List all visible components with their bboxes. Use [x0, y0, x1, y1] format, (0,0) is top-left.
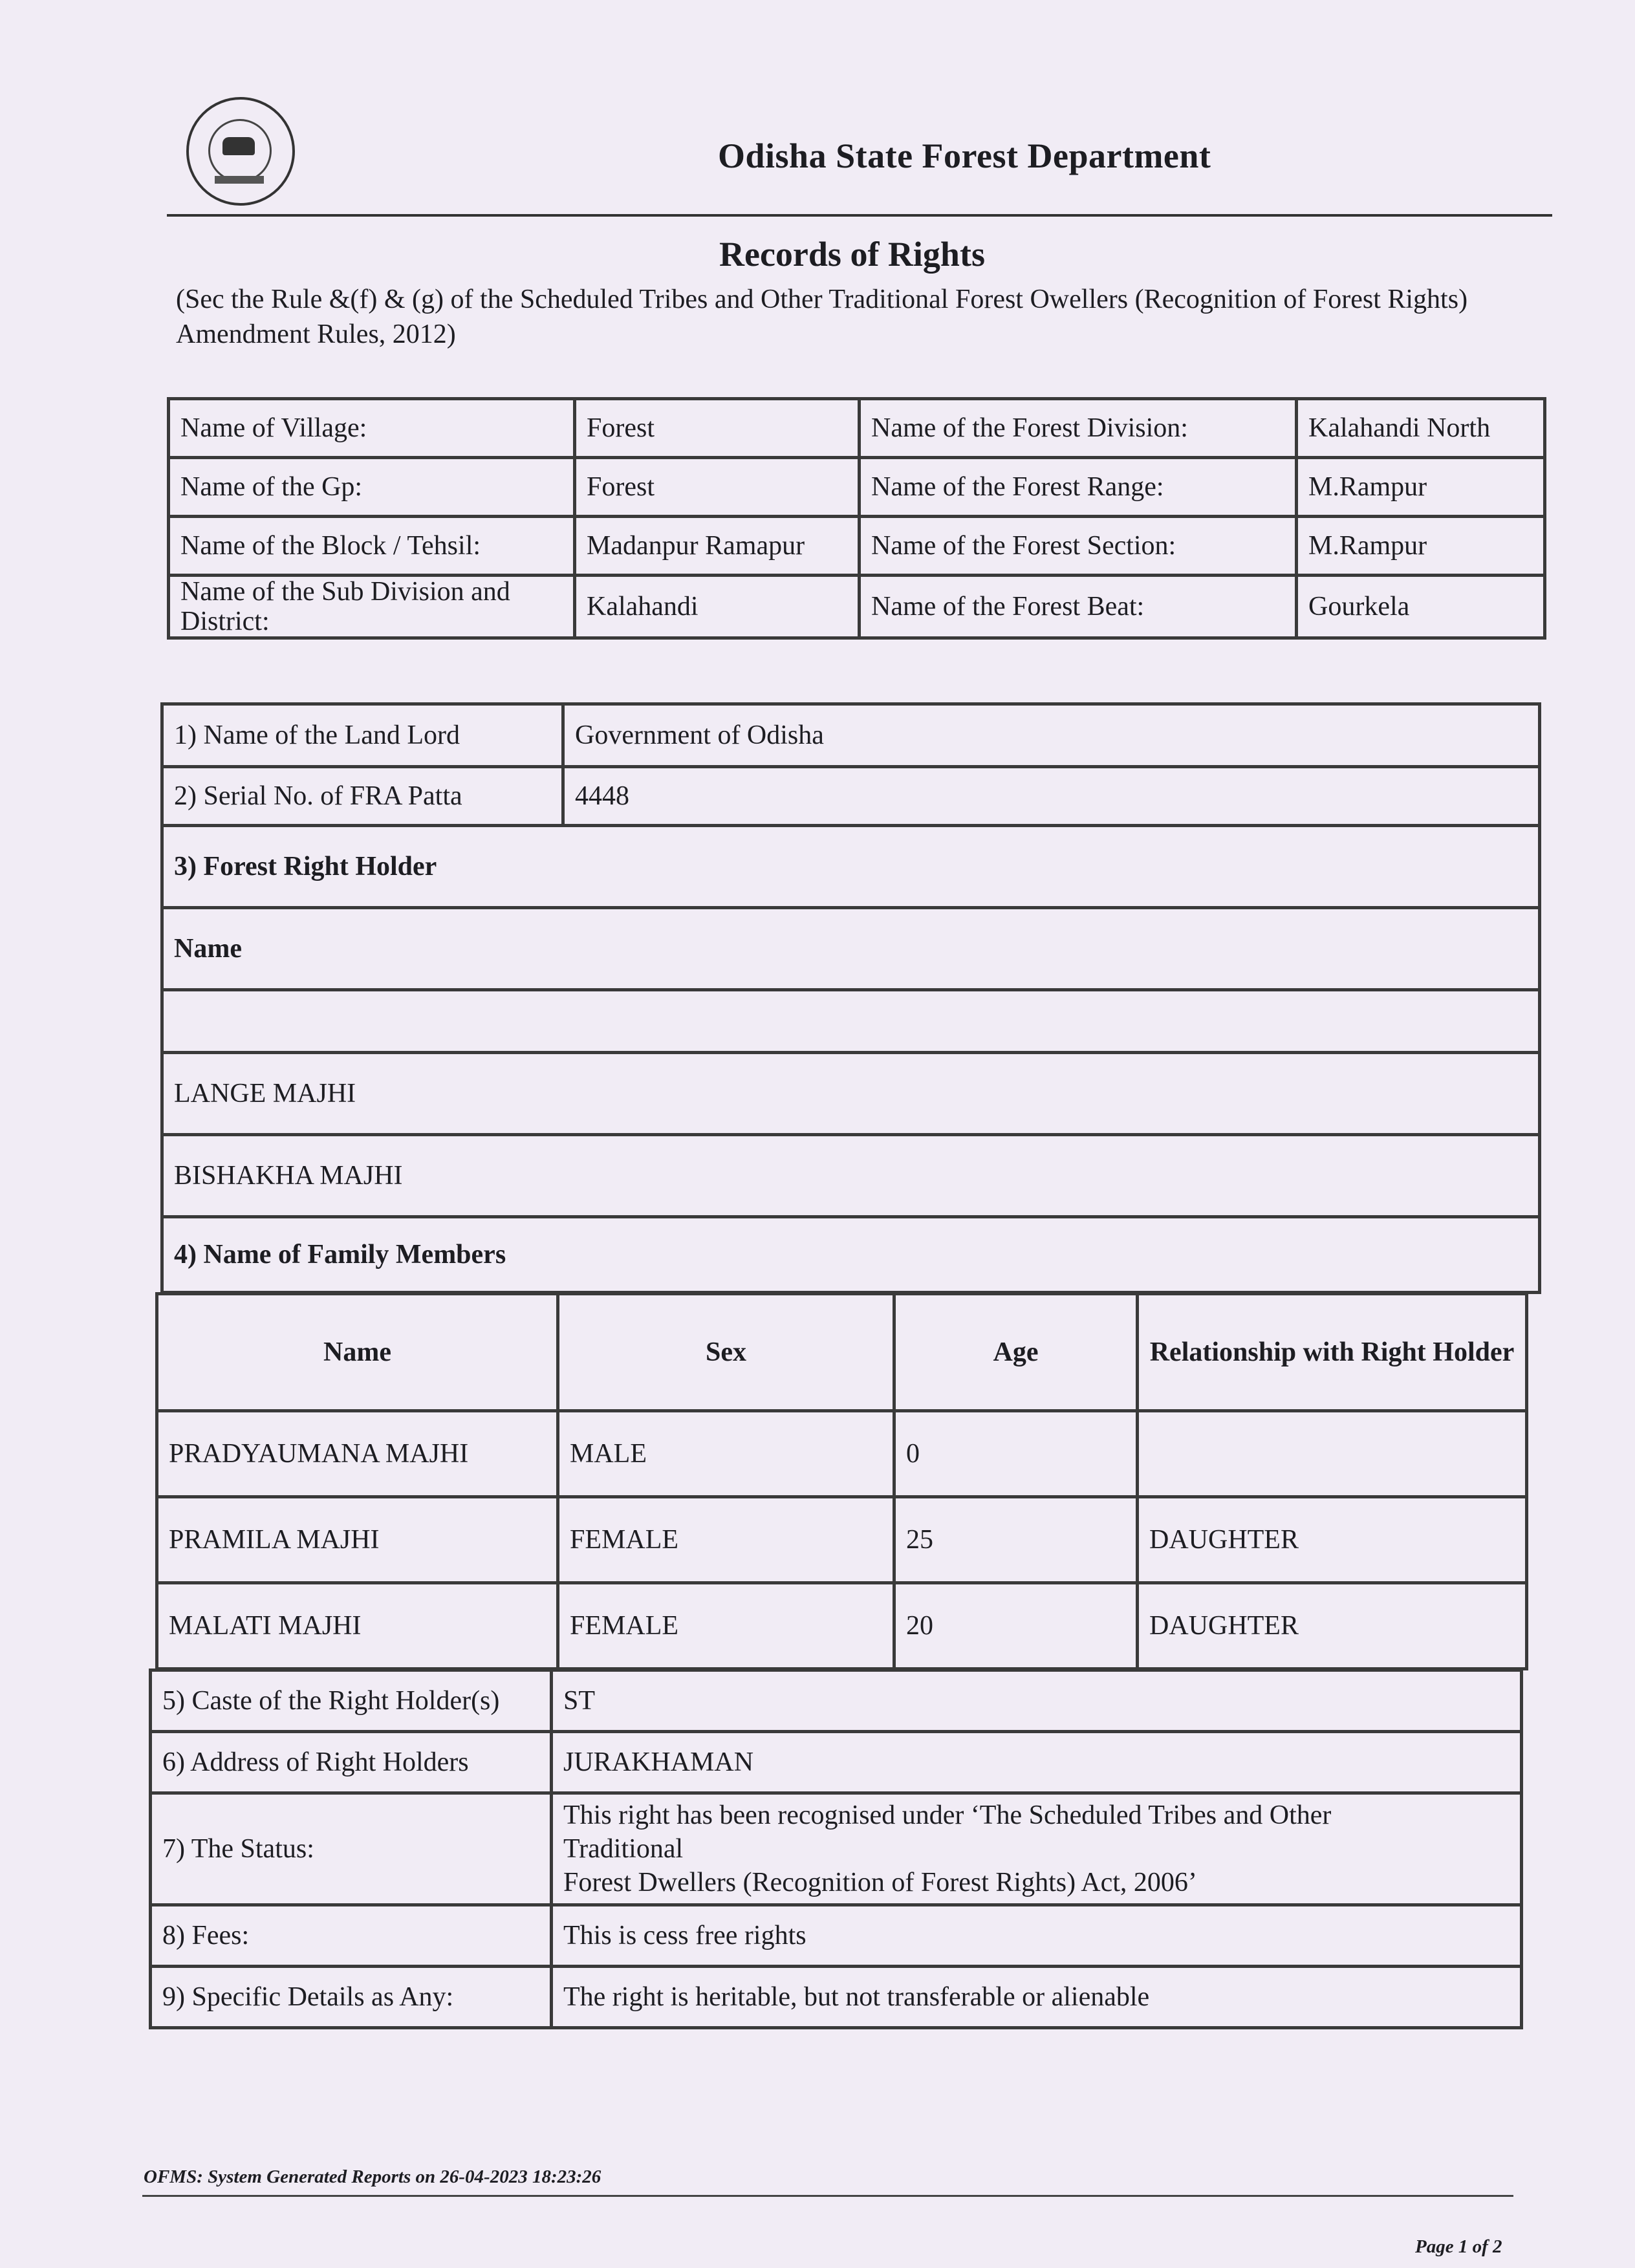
member-name: PRAMILA MAJHI — [157, 1497, 558, 1583]
table-row — [157, 1497, 1527, 1583]
rights-details-table — [149, 1669, 1523, 2029]
member-sex: FEMALE — [558, 1497, 894, 1583]
header-divider — [167, 214, 1552, 217]
table-row — [162, 1053, 1540, 1135]
col-name-header: Name — [157, 1294, 558, 1411]
family-heading: 4) Name of Family Members — [162, 1217, 1540, 1293]
division-label: Name of the Forest Division: — [860, 399, 1297, 458]
gp-value: Forest — [575, 458, 860, 517]
member-name: MALATI MAJHI — [157, 1583, 558, 1669]
member-name: PRADYAUMANA MAJHI — [157, 1411, 558, 1497]
status-value — [552, 1793, 1522, 1905]
beat-value: Gourkela — [1297, 576, 1545, 638]
name-heading: Name — [162, 908, 1540, 990]
village-label: Name of Village: — [169, 399, 575, 458]
fees-value: This is cess free rights — [552, 1905, 1522, 1967]
odisha-emblem-icon — [186, 97, 295, 206]
status-line: Traditional — [563, 1834, 684, 1864]
division-value: Kalahandi North — [1297, 399, 1545, 458]
status-label: 7) The Status: — [151, 1793, 552, 1905]
serial-value: 4448 — [563, 767, 1540, 826]
table-row — [162, 1217, 1540, 1293]
table-row — [169, 399, 1545, 458]
status-line: Forest Dwellers (Recognition of Forest Rights) Act, 2006’ — [563, 1868, 1197, 1897]
table-row — [162, 1135, 1540, 1217]
table-row — [162, 826, 1540, 908]
table-row — [162, 704, 1540, 767]
member-age: 0 — [894, 1411, 1138, 1497]
holder-name: LANGE MAJHI — [162, 1053, 1540, 1135]
table-row — [162, 767, 1540, 826]
caste-label: 5) Caste of the Right Holder(s) — [151, 1670, 552, 1732]
table-row — [169, 576, 1545, 638]
village-value: Forest — [575, 399, 860, 458]
empty-row — [162, 990, 1540, 1053]
fees-label: 8) Fees: — [151, 1905, 552, 1967]
table-row — [151, 1793, 1522, 1905]
beat-label: Name of the Forest Beat: — [860, 576, 1297, 638]
page-number: Page 1 of 2 — [1415, 2236, 1502, 2257]
range-label: Name of the Forest Range: — [860, 458, 1297, 517]
subdiv-label: Name of the Sub Division and District: — [169, 576, 575, 638]
range-value: M.Rampur — [1297, 458, 1545, 517]
document-subtitle: (Sec the Rule &(f) & (g) of the Scheduled Tribes and Other Traditional Forest Owellers (Recognition of Forest Rights) Amendment Rules, 2012) — [176, 285, 1468, 349]
subdiv-value: Kalahandi — [575, 576, 860, 638]
specific-label: 9) Specific Details as Any: — [151, 1967, 552, 2028]
table-header-row — [157, 1294, 1527, 1411]
member-relationship: DAUGHTER — [1138, 1497, 1527, 1583]
specific-value: The right is heritable, but not transferable or alienable — [552, 1967, 1522, 2028]
table-row — [151, 1905, 1522, 1967]
section-label: Name of the Forest Section: — [860, 517, 1297, 576]
block-value: Madanpur Ramapur — [575, 517, 860, 576]
table-row — [151, 1670, 1522, 1732]
member-sex: MALE — [558, 1411, 894, 1497]
address-label: 6) Address of Right Holders — [151, 1732, 552, 1793]
address-value: JURAKHAMAN — [552, 1732, 1522, 1793]
department-title: Odisha State Forest Department — [718, 136, 1211, 175]
table-row — [162, 990, 1540, 1053]
col-relationship-header: Relationship with Right Holder — [1138, 1294, 1527, 1411]
table-row — [157, 1411, 1527, 1497]
holder-name: BISHAKHA MAJHI — [162, 1135, 1540, 1217]
member-relationship: DAUGHTER — [1138, 1583, 1527, 1669]
section-value: M.Rampur — [1297, 517, 1545, 576]
table-row — [162, 908, 1540, 990]
holder-heading: 3) Forest Right Holder — [162, 826, 1540, 908]
member-age: 20 — [894, 1583, 1138, 1669]
family-table — [155, 1292, 1528, 1670]
block-label: Name of the Block / Tehsil: — [169, 517, 575, 576]
table-row — [169, 458, 1545, 517]
serial-label: 2) Serial No. of FRA Patta — [162, 767, 563, 826]
col-age-header: Age — [894, 1294, 1138, 1411]
caste-value: ST — [552, 1670, 1522, 1732]
table-row — [151, 1967, 1522, 2028]
landlord-label: 1) Name of the Land Lord — [162, 704, 563, 767]
details-table — [160, 702, 1541, 1294]
generated-note: OFMS: System Generated Reports on 26-04-2023 18:23:26 — [144, 2166, 601, 2187]
table-row — [151, 1732, 1522, 1793]
gp-label: Name of the Gp: — [169, 458, 575, 517]
footer-divider — [142, 2195, 1513, 2197]
status-line: This right has been recognised under ‘The Scheduled Tribes and Other — [563, 1800, 1332, 1830]
member-age: 25 — [894, 1497, 1138, 1583]
col-sex-header: Sex — [558, 1294, 894, 1411]
member-sex: FEMALE — [558, 1583, 894, 1669]
location-table — [167, 397, 1546, 640]
table-row — [169, 517, 1545, 576]
member-relationship — [1138, 1411, 1527, 1497]
landlord-value: Government of Odisha — [563, 704, 1540, 767]
table-row — [157, 1583, 1527, 1669]
document-title: Records of Rights — [719, 235, 985, 274]
